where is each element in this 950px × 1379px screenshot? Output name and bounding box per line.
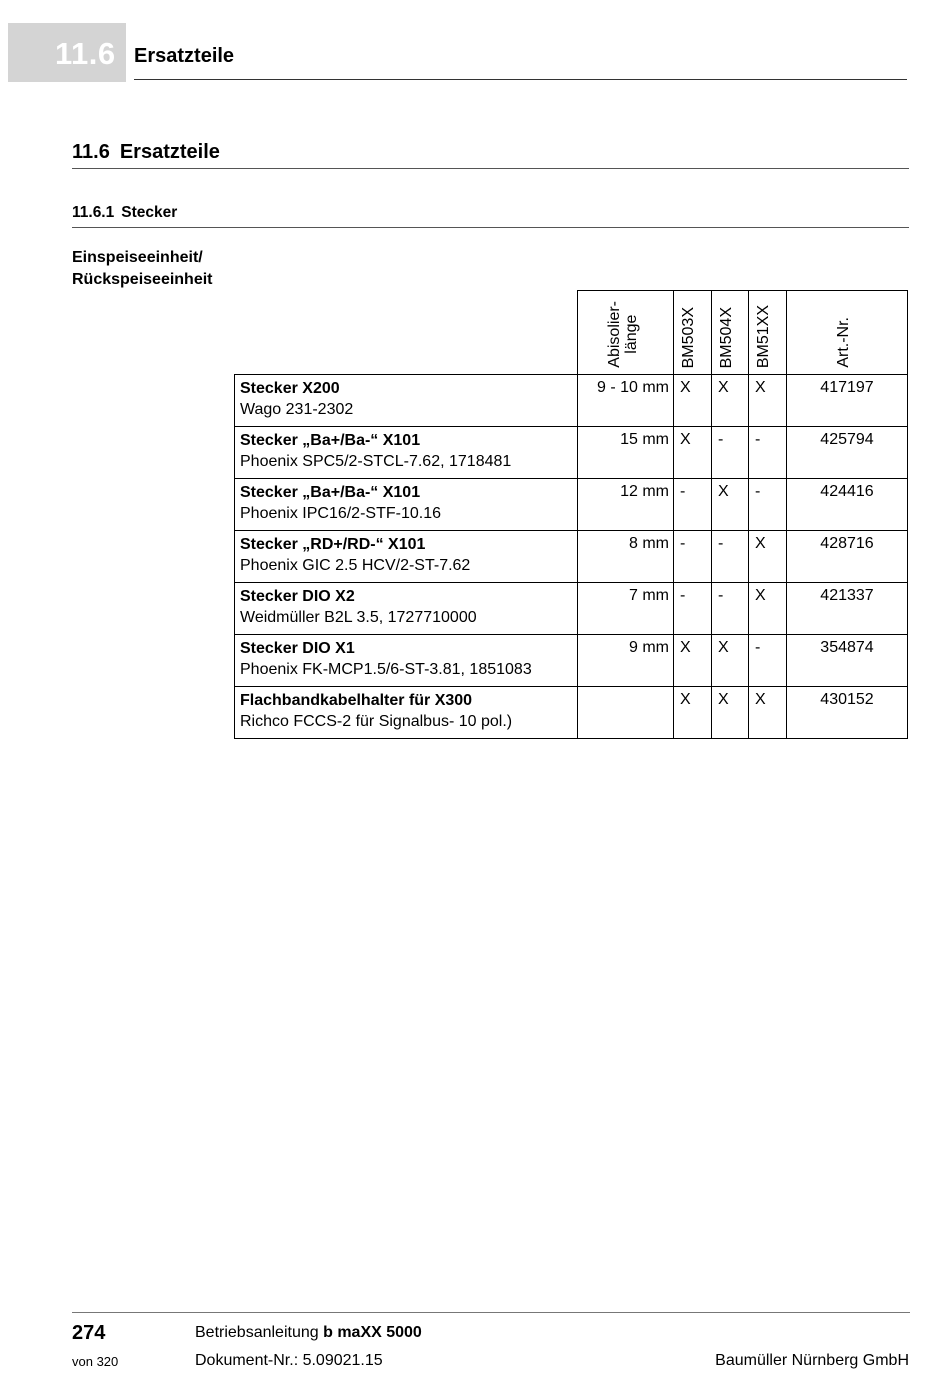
row-bm51xx: X xyxy=(749,531,787,583)
row-detail: Richco FCCS-2 für Signalbus- 10 pol.) xyxy=(240,713,513,730)
side-label-line2: Rückspeiseeinheit xyxy=(72,271,213,288)
document-number: Dokument-Nr.: 5.09021.15 xyxy=(195,1352,383,1369)
row-name: Flachbandkabelhalter für X300 xyxy=(240,692,473,709)
table-row xyxy=(235,635,908,687)
row-detail: Weidmüller B2L 3.5, 1727710000 xyxy=(240,609,477,626)
row-bm503x: X xyxy=(674,375,712,427)
row-description xyxy=(235,479,578,531)
table-row xyxy=(235,583,908,635)
header-length xyxy=(578,291,674,375)
header-bm504x-label: BM504X xyxy=(718,306,735,368)
row-description xyxy=(235,583,578,635)
header-art-label: Art.-Nr. xyxy=(835,317,852,368)
row-description xyxy=(235,635,578,687)
table-row xyxy=(235,479,908,531)
header-bm503x-label: BM503X xyxy=(680,306,697,368)
header-bm503x xyxy=(674,291,712,375)
header-bm51xx xyxy=(749,291,787,375)
row-length: 8 mm xyxy=(578,531,674,583)
row-bm51xx: X xyxy=(749,375,787,427)
row-bm503x: - xyxy=(674,531,712,583)
row-bm504x: X xyxy=(712,687,749,739)
row-description xyxy=(235,375,578,427)
row-bm504x: X xyxy=(712,635,749,687)
section-title: Ersatzteile xyxy=(119,141,220,163)
section-heading xyxy=(72,141,220,164)
row-bm51xx: - xyxy=(749,635,787,687)
row-art-nr: 354874 xyxy=(787,635,908,687)
row-length: 9 - 10 mm xyxy=(578,375,674,427)
row-art-nr: 428716 xyxy=(787,531,908,583)
row-name: Stecker DIO X1 xyxy=(240,640,355,657)
row-description xyxy=(235,531,578,583)
row-bm503x: - xyxy=(674,479,712,531)
row-art-nr: 421337 xyxy=(787,583,908,635)
row-name: Stecker „Ba+/Ba-“ X101 xyxy=(240,432,421,449)
subsection-number: 11.6.1 xyxy=(72,204,115,221)
row-bm504x: - xyxy=(712,427,749,479)
row-detail: Phoenix IPC16/2-STF-10.16 xyxy=(240,505,441,522)
subsection-title: Stecker xyxy=(121,204,178,221)
row-name: Stecker X200 xyxy=(240,380,340,397)
row-art-nr: 430152 xyxy=(787,687,908,739)
chapter-number: 11.6 xyxy=(55,36,116,71)
side-label xyxy=(72,247,213,291)
row-bm51xx: - xyxy=(749,479,787,531)
row-length: 9 mm xyxy=(578,635,674,687)
row-length xyxy=(578,687,674,739)
page-total: von 320 xyxy=(72,1354,119,1369)
row-length: 7 mm xyxy=(578,583,674,635)
row-bm504x: - xyxy=(712,583,749,635)
document-title-prefix: Betriebsanleitung xyxy=(195,1324,319,1341)
row-bm504x: X xyxy=(712,375,749,427)
row-detail: Phoenix FK-MCP1.5/6-ST-3.81, 1851083 xyxy=(240,661,532,678)
table-row xyxy=(235,687,908,739)
header-bm51xx-label: BM51XX xyxy=(755,304,772,368)
row-length: 15 mm xyxy=(578,427,674,479)
row-bm51xx: - xyxy=(749,427,787,479)
row-art-nr: 424416 xyxy=(787,479,908,531)
row-bm503x: X xyxy=(674,635,712,687)
row-bm51xx: X xyxy=(749,583,787,635)
footer-rule xyxy=(72,1312,910,1313)
document-title xyxy=(195,1324,422,1342)
table-row xyxy=(235,531,908,583)
subsection-rule xyxy=(72,227,909,228)
row-bm504x: X xyxy=(712,479,749,531)
header-length-line1: Abisolier- xyxy=(606,301,623,368)
row-art-nr: 425794 xyxy=(787,427,908,479)
row-name: Stecker „Ba+/Ba-“ X101 xyxy=(240,484,421,501)
parts-table xyxy=(234,290,908,739)
row-bm503x: X xyxy=(674,687,712,739)
row-name: Stecker „RD+/RD-“ X101 xyxy=(240,536,426,553)
section-number: 11.6 xyxy=(72,141,110,163)
row-detail: Phoenix GIC 2.5 HCV/2-ST-7.62 xyxy=(240,557,471,574)
section-rule xyxy=(72,168,909,169)
row-detail: Wago 231-2302 xyxy=(240,401,354,418)
row-description xyxy=(235,427,578,479)
document-title-product: b maXX 5000 xyxy=(323,1324,422,1341)
row-name: Stecker DIO X2 xyxy=(240,588,355,605)
table-row xyxy=(235,375,908,427)
company-name: Baumüller Nürnberg GmbH xyxy=(715,1352,909,1369)
header-length-line2: länge xyxy=(623,315,640,355)
row-bm51xx: X xyxy=(749,687,787,739)
page-number: 274 xyxy=(72,1322,106,1344)
header-rule xyxy=(134,79,907,80)
row-length: 12 mm xyxy=(578,479,674,531)
row-detail: Phoenix SPC5/2-STCL-7.62, 1718481 xyxy=(240,453,512,470)
row-description xyxy=(235,687,578,739)
row-art-nr: 417197 xyxy=(787,375,908,427)
header-bm504x xyxy=(712,291,749,375)
row-bm503x: X xyxy=(674,427,712,479)
chapter-title: Ersatzteile xyxy=(134,45,235,67)
header-blank-cell xyxy=(235,291,578,375)
row-bm504x: - xyxy=(712,531,749,583)
table-row xyxy=(235,427,908,479)
table-header-row xyxy=(235,291,908,375)
row-bm503x: - xyxy=(674,583,712,635)
subsection-heading xyxy=(72,204,177,222)
header-art xyxy=(787,291,908,375)
side-label-line1: Einspeiseeinheit/ xyxy=(72,249,203,266)
